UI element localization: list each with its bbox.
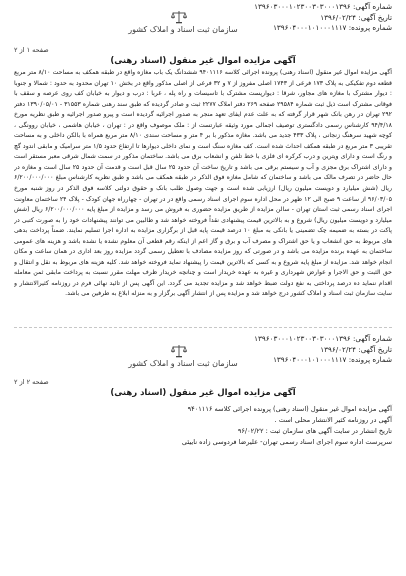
notice-2-line: تاریخ انتشار در سایت آگهی های سازمان ثبت : ۹۶/۰۲/۲۲ xyxy=(237,427,392,435)
issue-number: شماره آگهی: ۱۳۹۶۰۳۰۰۰۱۰۲۳۰۰۳۰۳۰۰۰۱۳۹۶ xyxy=(254,2,392,11)
organization-name: سازمان ثبت اسناد و املاک کشور xyxy=(128,25,238,34)
notice-1-meta xyxy=(254,2,392,34)
page-number: صفحه ۲ از ۲ xyxy=(14,378,49,386)
scales-of-justice-icon xyxy=(170,10,188,24)
issue-date: تاریخ آگهی: ۱۳۹۶/۰۲/۲۴ xyxy=(320,12,392,22)
notice-2-line: آگهی در روزنامه کثیر الانتشار محلی است . xyxy=(274,416,392,424)
notice-2-meta xyxy=(254,334,392,366)
notice-2-line: آگهی مزایده اموال غیر منقول (اسناد رهنی) پرونده اجرائی کلاسه ۹۴۰۱۱۱۶ xyxy=(187,405,392,413)
notice-2-title: آگهی مزایده اموال غیر منقول (اسناد رهنی) xyxy=(110,388,296,398)
organization-logo xyxy=(108,344,258,374)
notice-1-title: آگهی مزایده اموال غیر منقول (اسناد رهنی) xyxy=(110,56,296,66)
scales-of-justice-icon xyxy=(170,344,188,358)
issue-number: شماره آگهی: ۱۳۹۶۰۳۰۰۰۱۰۲۳۰۰۳۰۳۰۰۰۱۳۹۶ xyxy=(254,334,392,343)
issue-date: تاریخ آگهی: ۱۳۹۶/۰۲/۲۴ xyxy=(320,344,392,354)
case-number: شماره پرونده: ۱۳۹۶۰۴۰۰۰۱۰۱۰۰۰۱۱۱۷ xyxy=(273,355,392,364)
case-number: شماره پرونده: ۱۳۹۶۰۴۰۰۰۱۰۱۰۰۰۱۱۱۷ xyxy=(273,23,392,32)
organization-name: سازمان ثبت اسناد و املاک کشور xyxy=(128,359,238,368)
notice-1-body: آگهی مزایده اموال غیر منقول (اسناد رهنی) پرونده اجرائی کلاسه ۹۴۰۱۱۱۶ ششدانگ یک باب مغازه واقع در طبقه همکف به مساحت ۸/۱۰ متر مربع قطعه دوم تفکیکی به پلاک ۱۷۳ فرعی از ۱۷۴۳ اصلی مفروز از ۷ و ۳۲ فرعی از اصلی مذکور واقع در بخش ۱۰ تهران محدود به حدود : شمالا و جنوبا : دیوار مشترک با مغازه های مجاور، شرقا : دیوارپست مشترک با تاسیسات و راه پله ، غربا : درب و دیوار به خیابان کف روی عرصه و سقف با فوقانی مشترک است ذیل ثبت شماره ۲۹۵۸۴ صفحه ۲۶۹ دفتر املاک ۲۲۷۷ ثبت و صادر گردیده که طبق سند رهنی شماره ۳۱۵۵۳ - ۱۳۹۰/۰۵/۰۱ دفتر ۲۹۲ تهران در رهن بانک شهر قرار گرفته که به علت عدم ایفای تعهد منجر به صدور اجرائیه گردیده است و پیرو صدور اجرائیه و طبق نظریه مورخ ۹۴/۴/۱۸ کارشناس رسمی دادگستری توصیف اجمالی مورد وثیقه عبارتست از : ملک موصوف واقع در : تهران ، خیابان هاشمی ، خیابان روونگی ، کوچه شهید سرهنگ زنجانی ، پلاک ۴۳۳ جدید می باشد. مغازه مذکور با بر ۴ متر و مساحت سندی ۸/۱۰ متر مربع همراه با بالکن داخلی و به مساحت تقریبی ۳ متر مربع در طبقه همکف احداث شده است. کف مغازه سنگ است و نمای داخلی دیوارها تا ارتفاع حدود ۱/۵ متر سرامیک و مابقی اندود گچ و رنگ است و دارای ویترین و درب کرکره ای فلزی با خط تلفن و انشعاب برق می باشد. ساختمان مذکور در سمت شمال شرقی معبر مستقر است و دارای اشتراک برق مجزی و آب و سیستم برقی می باشد و تاریخ ساخت آن حدود ۲۵ سال قبل است و قدمت آن حدود ۲۵ سال است و مغازه در حال حاضر در تصرف مالک می باشد و ساختمان که شامل مغازه فوق الذکر در طبقه همکف می باشد و طبق نظریه کارشناس مبلغ ۶/۲۰۰/۰۰۰/۰۰۰ ریال (شش میلیارد و دویست میلیون ریال) ارزیابی شده است و جهت وصول طلب بانک و حقوق دولتی کلاسه فوق الذکر در روز شنبه مورخ ۹۶/۰۳/۰۵ از ساعت ۹ صبح الی ۱۲ ظهر در محل اداره سوم اجرای اسناد رسمی واقع در در تهران - چهارراه جهان کودک - پلاک ۲۴ ساختمان معاونت اجرای اسناد رسمی ثبت استان تهران - سالن مزایده از طریق مزایده حضوری به فروش می رسد و مزایده از مبلغ پایه ۶/۲۰۰/۰۰۰/۰۰۰ ریال (شش میلیارد و دویست میلیون ریال) شروع و به بالاترین قیمت پیشنهادی نقداً فروخته خواهد شد و طالبین می توانند پیشنهادات خود را به صورت کتبی در پاکت در بسته به ضمیمه چک تضمینی یا بانکی به مبلغ ۱۰ درصد قیمت پایه قبل از برگزاری مزایده به اداره اجرا تسلیم نمایند. ضمناً پرداخت بدهی های مربوط به حق انشعاب و یا حق اشتراک و مصرف آب و برق و گاز اعم از اینکه رقم قطعی آن معلوم نشده یا نشده باشد و هزینه های عمومی ساختمان به عهده برنده مزایده می باشد و در صورتی که روز مزایده مصادف با تعطیل رسمی گردد مزایده روز بعد اداری در همان ساعت و مکان انجام خواهد شد. مزایده از مبلغ پایه شروع و به کسی که بالاترین قیمت را پیشنهاد نماید فروخته خواهد شد. کلیه هزینه های مربوط به نقل و انتقال و حق الثبت و حق الاجرا و عوارض شهرداری و غیره به عهده خریدار است و چنانچه خریدار ظرف مهلت مقرر نسبت به پرداخت مابقی ثمن معامله اقدام ننماید ده درصد پرداختی به نفع دولت ضبط خواهد شد و مزایده تجدید می گردد. این آگهی پس از تائید نهائی فرم در روزنامه کثیرالانتشار و سایت سازمان ثبت اسناد و املاک کشور درج خواهد شد و مزایده پس از انتشار آگهی برگزار و به منزله ابلاغ به طرفین می باشد. xyxy=(14,69,392,298)
notice-2-signature: سرپرست اداره سوم اجرای اسناد رسمی تهران- علیرضا فردوسی زاده ناییئی xyxy=(181,438,392,446)
notice-2-body xyxy=(14,404,392,448)
separator xyxy=(14,327,392,328)
organization-logo xyxy=(108,10,258,40)
page-number: صفحه ۱ از ۲ xyxy=(14,46,49,54)
